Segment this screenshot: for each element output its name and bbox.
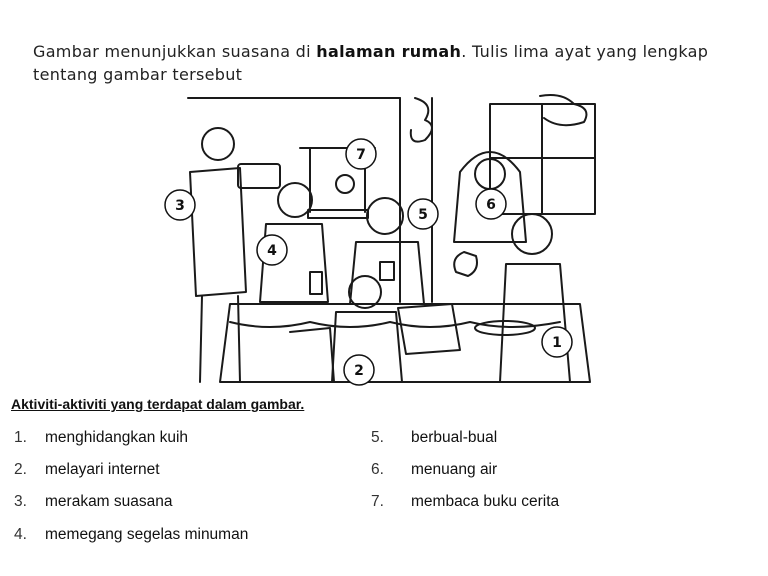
instruction-emphasis: halaman rumah	[316, 42, 462, 61]
person-camera-leg	[200, 296, 202, 382]
item-number: 5.	[371, 429, 384, 446]
marker-5-label: 5	[418, 207, 428, 223]
activities-heading: Aktiviti-aktiviti yang terdapat dalam gambar.	[11, 396, 305, 412]
video-camera	[238, 164, 280, 188]
chair	[290, 328, 334, 382]
item-number: 4.	[14, 526, 27, 543]
item-text: merakam suasana	[45, 493, 173, 510]
instruction-part-2: . Tulis lima ayat yang lengkap tentang gambar tersebut	[33, 42, 709, 84]
woman-serving-head	[512, 214, 552, 254]
item-text: membaca buku cerita	[411, 493, 560, 510]
tree-foliage-right	[540, 95, 586, 125]
marker-4-label: 4	[267, 243, 277, 259]
drinking-glass	[310, 272, 322, 294]
water-jug	[454, 252, 477, 276]
item-number: 3.	[14, 493, 27, 510]
tree-foliage	[411, 98, 432, 142]
woman-talking-body	[350, 242, 424, 304]
instruction-text	[33, 40, 713, 86]
person-camera-leg-2	[238, 296, 240, 382]
instruction-part-1: Gambar menunjukkan suasana di	[33, 42, 317, 61]
item-number: 7.	[371, 493, 384, 510]
item-text: berbual-bual	[411, 429, 498, 446]
marker-2-label: 2	[354, 363, 364, 379]
item-text: melayari internet	[45, 461, 160, 478]
item-number: 2.	[14, 461, 27, 478]
child-on-swing	[336, 175, 354, 193]
scene-drawing	[160, 92, 600, 388]
marker-3-label: 3	[175, 198, 185, 214]
item-text: memegang segelas minuman	[45, 526, 249, 543]
item-text: menuang air	[411, 461, 498, 478]
cup	[380, 262, 394, 280]
item-number: 1.	[14, 429, 27, 446]
woman-talking-head	[367, 198, 403, 234]
swing-seat	[308, 210, 368, 218]
old-man-head	[278, 183, 312, 217]
marker-1-label: 1	[552, 335, 562, 351]
item-number: 6.	[371, 461, 384, 478]
tablecloth-edge	[230, 322, 560, 327]
person-camera-head	[202, 128, 234, 160]
marker-7-label: 7	[356, 147, 366, 163]
item-text: menghidangkan kuih	[45, 429, 189, 446]
plate-of-kuih	[475, 321, 535, 335]
marker-6-label: 6	[486, 197, 496, 213]
scene-illustration	[160, 92, 600, 388]
laptop	[398, 304, 460, 354]
